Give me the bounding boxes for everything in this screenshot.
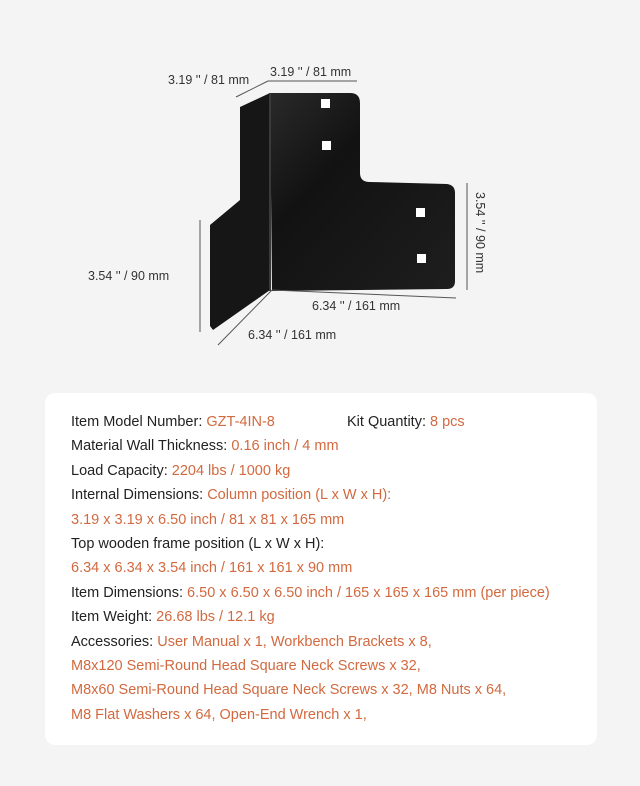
- specs-card: [45, 393, 597, 745]
- spec-accessories-line: M8x120 Semi-Round Head Square Neck Screws x 32,: [71, 657, 421, 674]
- spec-label: Item Dimensions:: [71, 584, 188, 601]
- bracket-figure: [0, 0, 640, 390]
- spec-model: [71, 410, 550, 434]
- spec-top-frame-label: Top wooden frame position (L x W x H):: [71, 535, 325, 552]
- spec-label: Item Model Number:: [71, 414, 207, 430]
- spec-thickness: [71, 434, 550, 458]
- spec-value: GZT-4IN-8: [206, 414, 275, 430]
- spec-label: Item Weight:: [71, 609, 157, 626]
- dim-front-length: 6.34 '' / 161 mm: [312, 299, 401, 313]
- dim-left-height: 3.54 '' / 90 mm: [88, 269, 170, 283]
- spec-value: 26.68 lbs / 12.1 kg: [156, 609, 275, 626]
- spec-accessories-line: M8x60 Semi-Round Head Square Neck Screws x 32, M8 Nuts x 64,: [71, 682, 507, 699]
- spec-value: 0.16 inch / 4 mm: [231, 438, 339, 455]
- dim-right-height: 3.54 '' / 90 mm: [473, 192, 487, 274]
- spec-label: Load Capacity:: [71, 462, 172, 479]
- dim-side-length: 6.34 '' / 161 mm: [248, 328, 337, 342]
- hole: [321, 99, 330, 108]
- spec-internal-value: 3.19 x 3.19 x 6.50 inch / 81 x 81 x 165 mm: [71, 511, 345, 528]
- spec-value: 2204 lbs / 1000 kg: [171, 462, 291, 479]
- dim-side-width: 3.19 '' / 81 mm: [168, 73, 250, 87]
- hole: [322, 141, 331, 150]
- hole: [417, 254, 426, 263]
- spec-label: Material Wall Thickness:: [71, 438, 232, 455]
- spec-internal: [71, 483, 550, 507]
- dim-front-width: 3.19 '' / 81 mm: [270, 65, 352, 79]
- spec-label: Kit Quantity:: [347, 414, 431, 430]
- spec-label: Internal Dimensions:: [71, 487, 208, 504]
- spec-value: Column position (L x W x H):: [207, 487, 392, 504]
- spec-label: Accessories:: [71, 633, 158, 650]
- spec-value: 6.50 x 6.50 x 6.50 inch / 165 x 165 x 165 mm (per piece): [187, 584, 550, 601]
- spec-kit-quantity: [347, 410, 465, 434]
- specs-list: [71, 410, 550, 727]
- bracket-front-face: [270, 93, 455, 291]
- spec-accessories: [71, 630, 550, 654]
- spec-accessories-line: M8 Flat Washers x 64, Open-End Wrench x 1,: [71, 706, 367, 723]
- spec-value: User Manual x 1, Workbench Brackets x 8,: [157, 633, 432, 650]
- spec-top-frame-value: 6.34 x 6.34 x 3.54 inch / 161 x 161 x 90 mm: [71, 560, 353, 577]
- bracket-image: [210, 93, 455, 330]
- spec-item-dimensions: [71, 581, 550, 605]
- spec-weight: [71, 605, 550, 629]
- spec-load: [71, 459, 550, 483]
- bracket-side-face: [210, 93, 270, 330]
- spec-value: 8 pcs: [430, 414, 465, 430]
- hole: [416, 208, 425, 217]
